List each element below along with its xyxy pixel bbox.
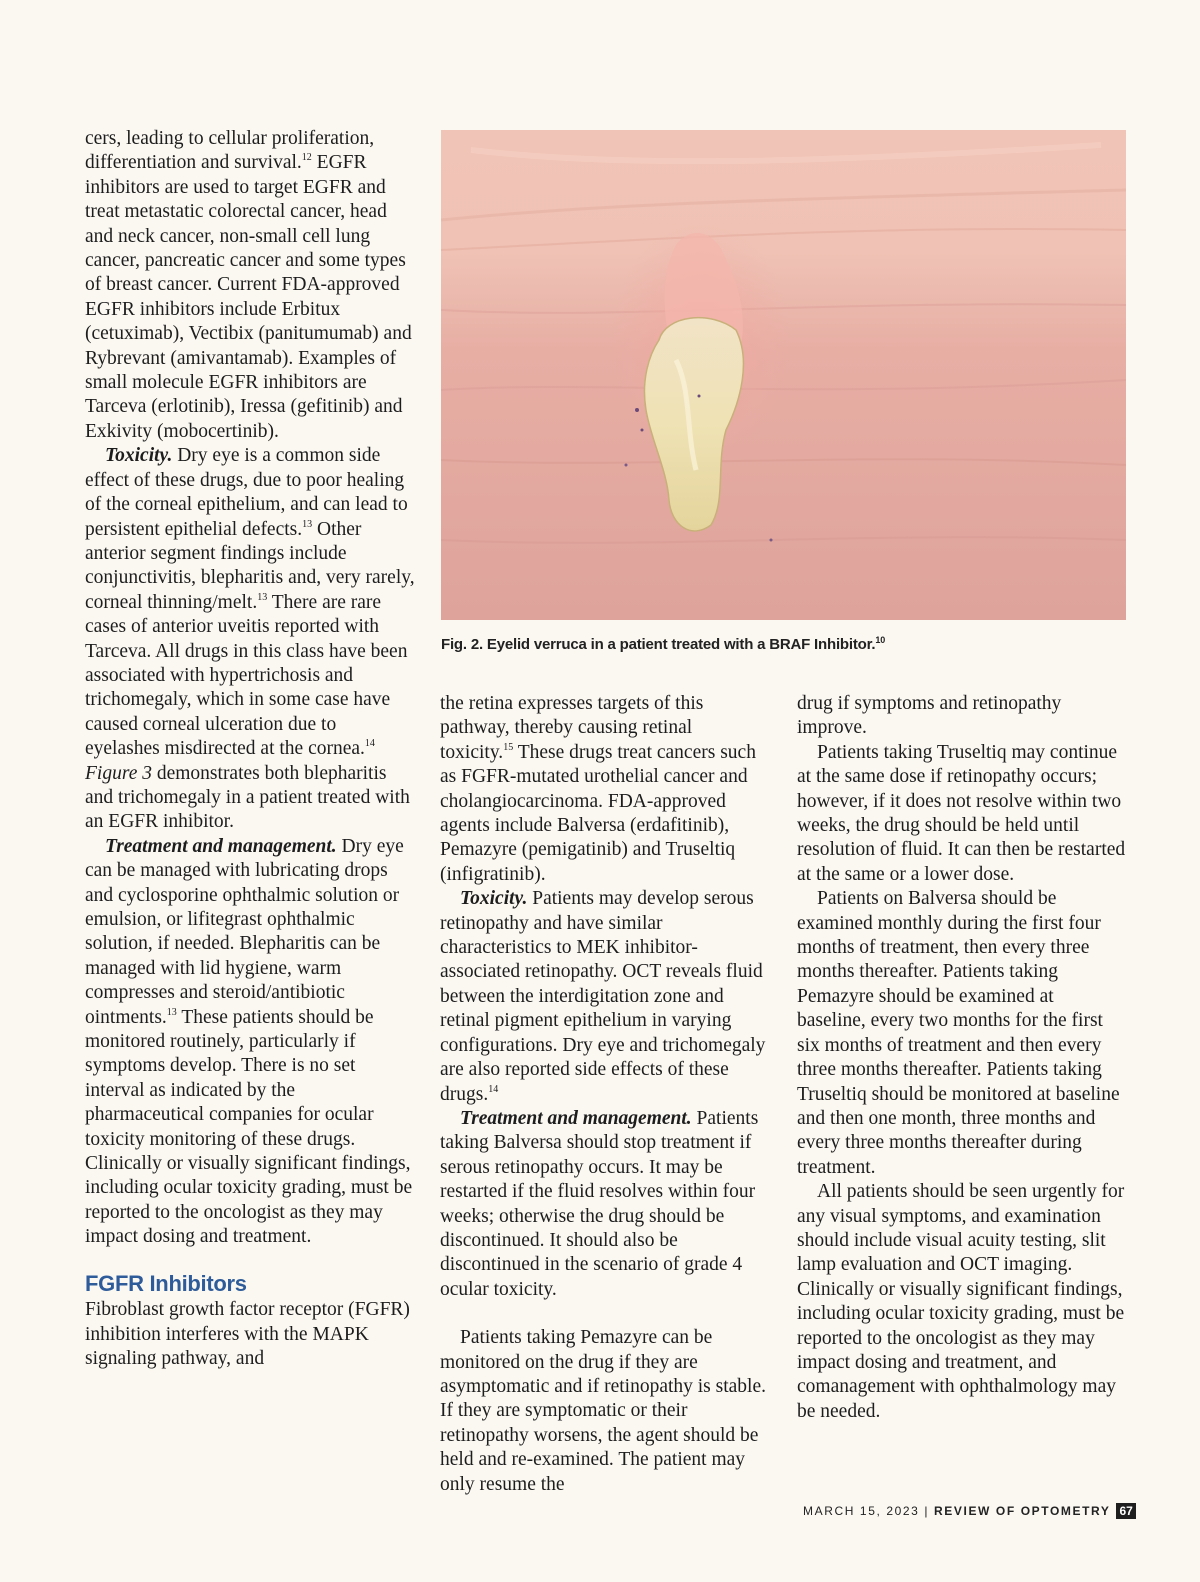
paragraph: Fibroblast growth factor receptor (FGFR) inhibition interferes with the MAPK signaling pathway, and bbox=[85, 1299, 410, 1369]
citation: 14 bbox=[364, 738, 375, 750]
citation: 14 bbox=[488, 1083, 499, 1095]
paragraph: the retina expresses targets of this pathway, thereby causing retinal toxicity.$^{15}$ These drugs treat cancers such as FGFR-mutated urothelial cancer and cholangiocarcinoma. FDA-approved agents include Balversa (erdafitinib), Pemazyre (pemigatinib) and Truseltiq (infigratinib). bbox=[440, 693, 756, 885]
paragraph: Patients taking Pemazyre can be monitored on the drug if they are asymptomatic and if retinopathy is stable. If they are symptomatic or their retinopathy worsens, the agent should be held and re-examined. The patient may only resume the bbox=[440, 1327, 767, 1495]
subhead-toxicity: Toxicity. bbox=[460, 888, 528, 910]
citation: 13 bbox=[166, 1006, 177, 1018]
paragraph: Toxicity. Patients may develop serous retinopathy and have similar characteristics to MEK inhibitor-associated retinopathy. OCT reveals fluid between the interdigitation zone and retinal pigment epithelium in varying configurations. Dry eye and trichomegaly are also reported side effects of these drugs.$^{14}$ bbox=[440, 888, 766, 1105]
text-column-middle bbox=[440, 692, 770, 1497]
section-heading: FGFR Inhibitors bbox=[85, 1270, 247, 1296]
paragraph: Toxicity. Dry eye is a common side effect of these drugs, due to poor healing of the corneal epithelium, and can lead to persistent epithelial defects.$^{13}$ Other anterior segment findings include conjunctivitis, blepharitis and, very rarely, corneal thinning/melt.$^{13}$ There are rare cases of anterior uveitis reported with Tarceva. All drugs in this class have been associated with hypertrichosis and trichomegaly, which in some case have caused corneal ulceration due to eyelashes misdirected at the cornea.$^{14}$ Figure 3 demonstrates both blepharitis and trichomegaly in a patient treated with an EGFR inhibitor. bbox=[85, 445, 415, 833]
subhead-treatment: Treatment and management. bbox=[460, 1107, 692, 1129]
subhead-treatment: Treatment and management. bbox=[105, 835, 337, 857]
paragraph: Patients taking Truseltiq may continue at the same dose if retinopathy occurs; however, if it does not resolve within two weeks, the drug should be held until resolution of fluid. It can then be restarted at the same or a lower dose. bbox=[797, 741, 1126, 885]
paragraph: drug if symptoms and retinopathy improve. bbox=[797, 693, 1062, 739]
paragraph: cers, leading to cellular proliferation, differentiation and survival.$^{12}$ EGFR inhibitors are used to target EGFR and treat metastatic colorectal cancer, head and neck cancer, non-small cell lung cancer, pancreatic cancer and some types of breast cancer. Current FDA-approved EGFR inhibitors include Erbitux (cetuximab), Vectibix (panitumumab) and Rybrevant (amivantamab). Examples of small molecule EGFR inhibitors are Tarceva (erlotinib), Iressa (gefitinib) and Exkivity (mobocertinib). bbox=[85, 128, 412, 442]
paragraph: Treatment and management. Dry eye can be managed with lubricating drops and cyclosporine ophthalmic solution or emulsion, or lifitegrast ophthalmic solution, if needed. Blepharitis can be managed with lid hygiene, warm compresses and steroid/antibiotic ointments.$^{13}$ These patients should be monitored routinely, particularly if symptoms develop. There is no set interval as indicated by the pharmaceutical companies for ocular toxicity monitoring of these drugs. Clinically or visually significant findings, including ocular toxicity grading, must be reported to the oncologist as they may impact dosing and treatment. bbox=[85, 835, 413, 1248]
citation: 13 bbox=[302, 518, 313, 530]
page-number: 67 bbox=[1116, 1503, 1135, 1519]
subhead-toxicity: Toxicity. bbox=[105, 445, 173, 467]
citation: 15 bbox=[503, 741, 514, 753]
citation: 10 bbox=[875, 635, 886, 645]
paragraph: Treatment and management. Patients taking Balversa should stop treatment if serous retinopathy occurs. It may be restarted if the fluid resolves within four weeks; otherwise the drug should be discontinued. It should also be discontinued in the scenario of grade 4 ocular toxicity. bbox=[440, 1107, 759, 1300]
figure-image bbox=[441, 130, 1126, 620]
issue-date: MARCH 15, 2023 | bbox=[803, 1504, 935, 1518]
citation: 13 bbox=[257, 591, 268, 603]
text-column-left bbox=[85, 127, 415, 1371]
text-column-right bbox=[797, 692, 1127, 1424]
figure-reference: Figure 3 bbox=[85, 762, 152, 784]
eyelid-verruca-photo bbox=[441, 130, 1126, 620]
publication-name: REVIEW OF OPTOMETRY bbox=[934, 1504, 1111, 1518]
citation: 12 bbox=[301, 152, 312, 164]
paragraph: Patients on Balversa should be examined monthly during the first four months of treatment, then every three months thereafter. Patients taking Pemazyre should be examined at baseline, every two months for the first six months of treatment and then every three months thereafter. Patients taking Truseltiq should be monitored at baseline and then one month, three months and every three months thereafter during treatment. bbox=[797, 888, 1120, 1178]
paragraph: All patients should be seen urgently for any visual symptoms, and examination should include visual acuity testing, slit lamp evaluation and OCT imaging. Clinically or visually significant findings, including ocular toxicity grading, must be reported to the oncologist as they may impact dosing and treatment, and comanagement with ophthalmology may be needed. bbox=[797, 1181, 1125, 1422]
page-footer bbox=[803, 1503, 1133, 1523]
figure-caption: Fig. 2. Eyelid verruca in a patient treated with a BRAF Inhibitor.$^{10}$ bbox=[441, 635, 886, 653]
